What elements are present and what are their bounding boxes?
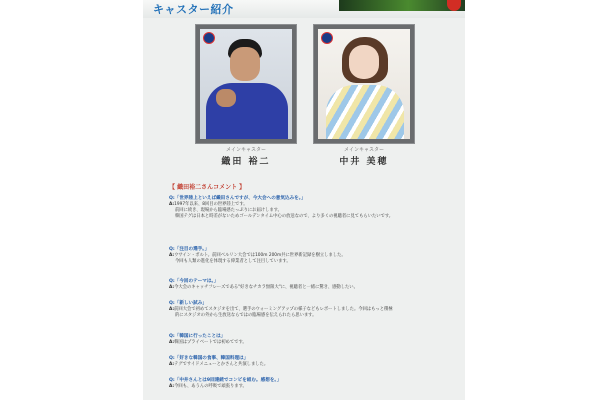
caster-role: メインキャスター: [344, 147, 384, 153]
top-banner[interactable]: [339, 0, 465, 11]
answer-line: 今回も、あうんの呼吸で頑張ります。: [174, 384, 247, 389]
question: Q:「韓国に行ったことは」: [169, 334, 226, 339]
answer: A:テグでサイドメニューとかさんと共演しました。: [169, 362, 269, 367]
qa-item: [169, 334, 459, 346]
answer: A:ウサイン・ボルト。前回ベルリン大会では100m 200m共に世界新記録を樹立しました。 今回も人類の進化を体現する偉業者として注目しています。: [169, 253, 459, 265]
caster-photo-oda: [195, 24, 297, 144]
question: Q:「注目の選手。」: [169, 247, 210, 252]
question: Q:「今回のテーマは。」: [169, 279, 219, 284]
portrait-body: [326, 85, 404, 139]
portrait-face: [349, 45, 379, 79]
qa-item: [169, 279, 459, 291]
question: Q:「新しい試み」: [169, 301, 207, 306]
caster-name: 織田 裕二: [221, 157, 271, 167]
portrait-fist: [216, 89, 236, 107]
portrait-face: [230, 47, 260, 81]
qa-item: [169, 196, 459, 220]
answer: A:前回大会で初めてスタジオを出て、選手のウォーミングアップの様子などもレポートしました。今回はもっと積極 的にスタジオの外から生放送ならではの臨場感を伝えられたら思います。: [169, 307, 459, 319]
qa-item: [169, 378, 459, 390]
question: Q:「中井さんとは9回連続でコンビを組む。感想を。」: [169, 378, 282, 383]
caster-photo-nakai: [313, 24, 415, 144]
answer-line: 1997年以来、8回目の世界陸上です。: [174, 202, 248, 207]
answer: A:1997年以来、8回目の世界陸上です。 前回に続き、現場から臨場感たっぷりにお届けします。 韓国テグは日本と時差がないためゴールデンタイム中心の放送なので、より多くの視聴者に見てもらいたいです。: [169, 202, 459, 220]
answer-line: 的にスタジオの外から生放送ならではの臨場感を伝えられたら思います。: [175, 313, 317, 318]
photo-area: [318, 29, 410, 139]
answer: A:韓国はプライベートでは初めてです。: [169, 340, 247, 345]
answer: A:今回も、あうんの呼吸で頑張ります。: [169, 384, 247, 389]
caster-role: メインキャスター: [226, 147, 266, 153]
answer-line: ウサイン・ボルト。前回ベルリン大会では100m 200m共に世界新記録を樹立しました。: [174, 253, 346, 258]
qa-item: [169, 356, 459, 368]
answer-line: テグでサイドメニューとかさんと共演しました。: [174, 362, 269, 367]
photo-area: [200, 29, 292, 139]
caster-intro-page: [143, 0, 465, 400]
qa-item: [169, 301, 459, 319]
question: Q:「世界陸上といえば織田さんですが、今大会への意気込みを。」: [169, 196, 306, 201]
channel-logo-icon: [203, 32, 215, 44]
qa-item: [169, 247, 459, 265]
caster-name: 中井 美穂: [339, 157, 389, 167]
comment-heading: 【 織田裕二さんコメント 】: [169, 184, 246, 191]
answer-line: 今回も人類の進化を体現する偉業者として注目しています。: [175, 259, 291, 264]
answer-line: 韓国はプライベートでは初めてです。: [174, 340, 247, 345]
banner-badge-icon: [447, 0, 461, 11]
question: Q:「好きな韓国の食事、韓国料理は」: [169, 356, 249, 361]
answer-line: 今大会のキャッチフレーズである"好きなチカラ無限大"に、視聴者と一緒に驚き、感動したい。: [174, 285, 358, 290]
section-title: キャスター紹介: [153, 3, 234, 16]
answer-line: 前回大会で初めてスタジオを出て、選手のウォーミングアップの様子などもレポートしました。今回はもっと積極: [174, 307, 393, 312]
answer: A:今大会のキャッチフレーズである"好きなチカラ無限大"に、視聴者と一緒に驚き、感動したい。: [169, 285, 358, 290]
answer-line: 前回に続き、現場から臨場感たっぷりにお届けします。: [175, 208, 282, 213]
answer-line: 韓国テグは日本と時差がないためゴールデンタイム中心の放送なので、より多くの視聴者に見てもらいたいです。: [175, 214, 394, 219]
channel-logo-icon: [321, 32, 333, 44]
